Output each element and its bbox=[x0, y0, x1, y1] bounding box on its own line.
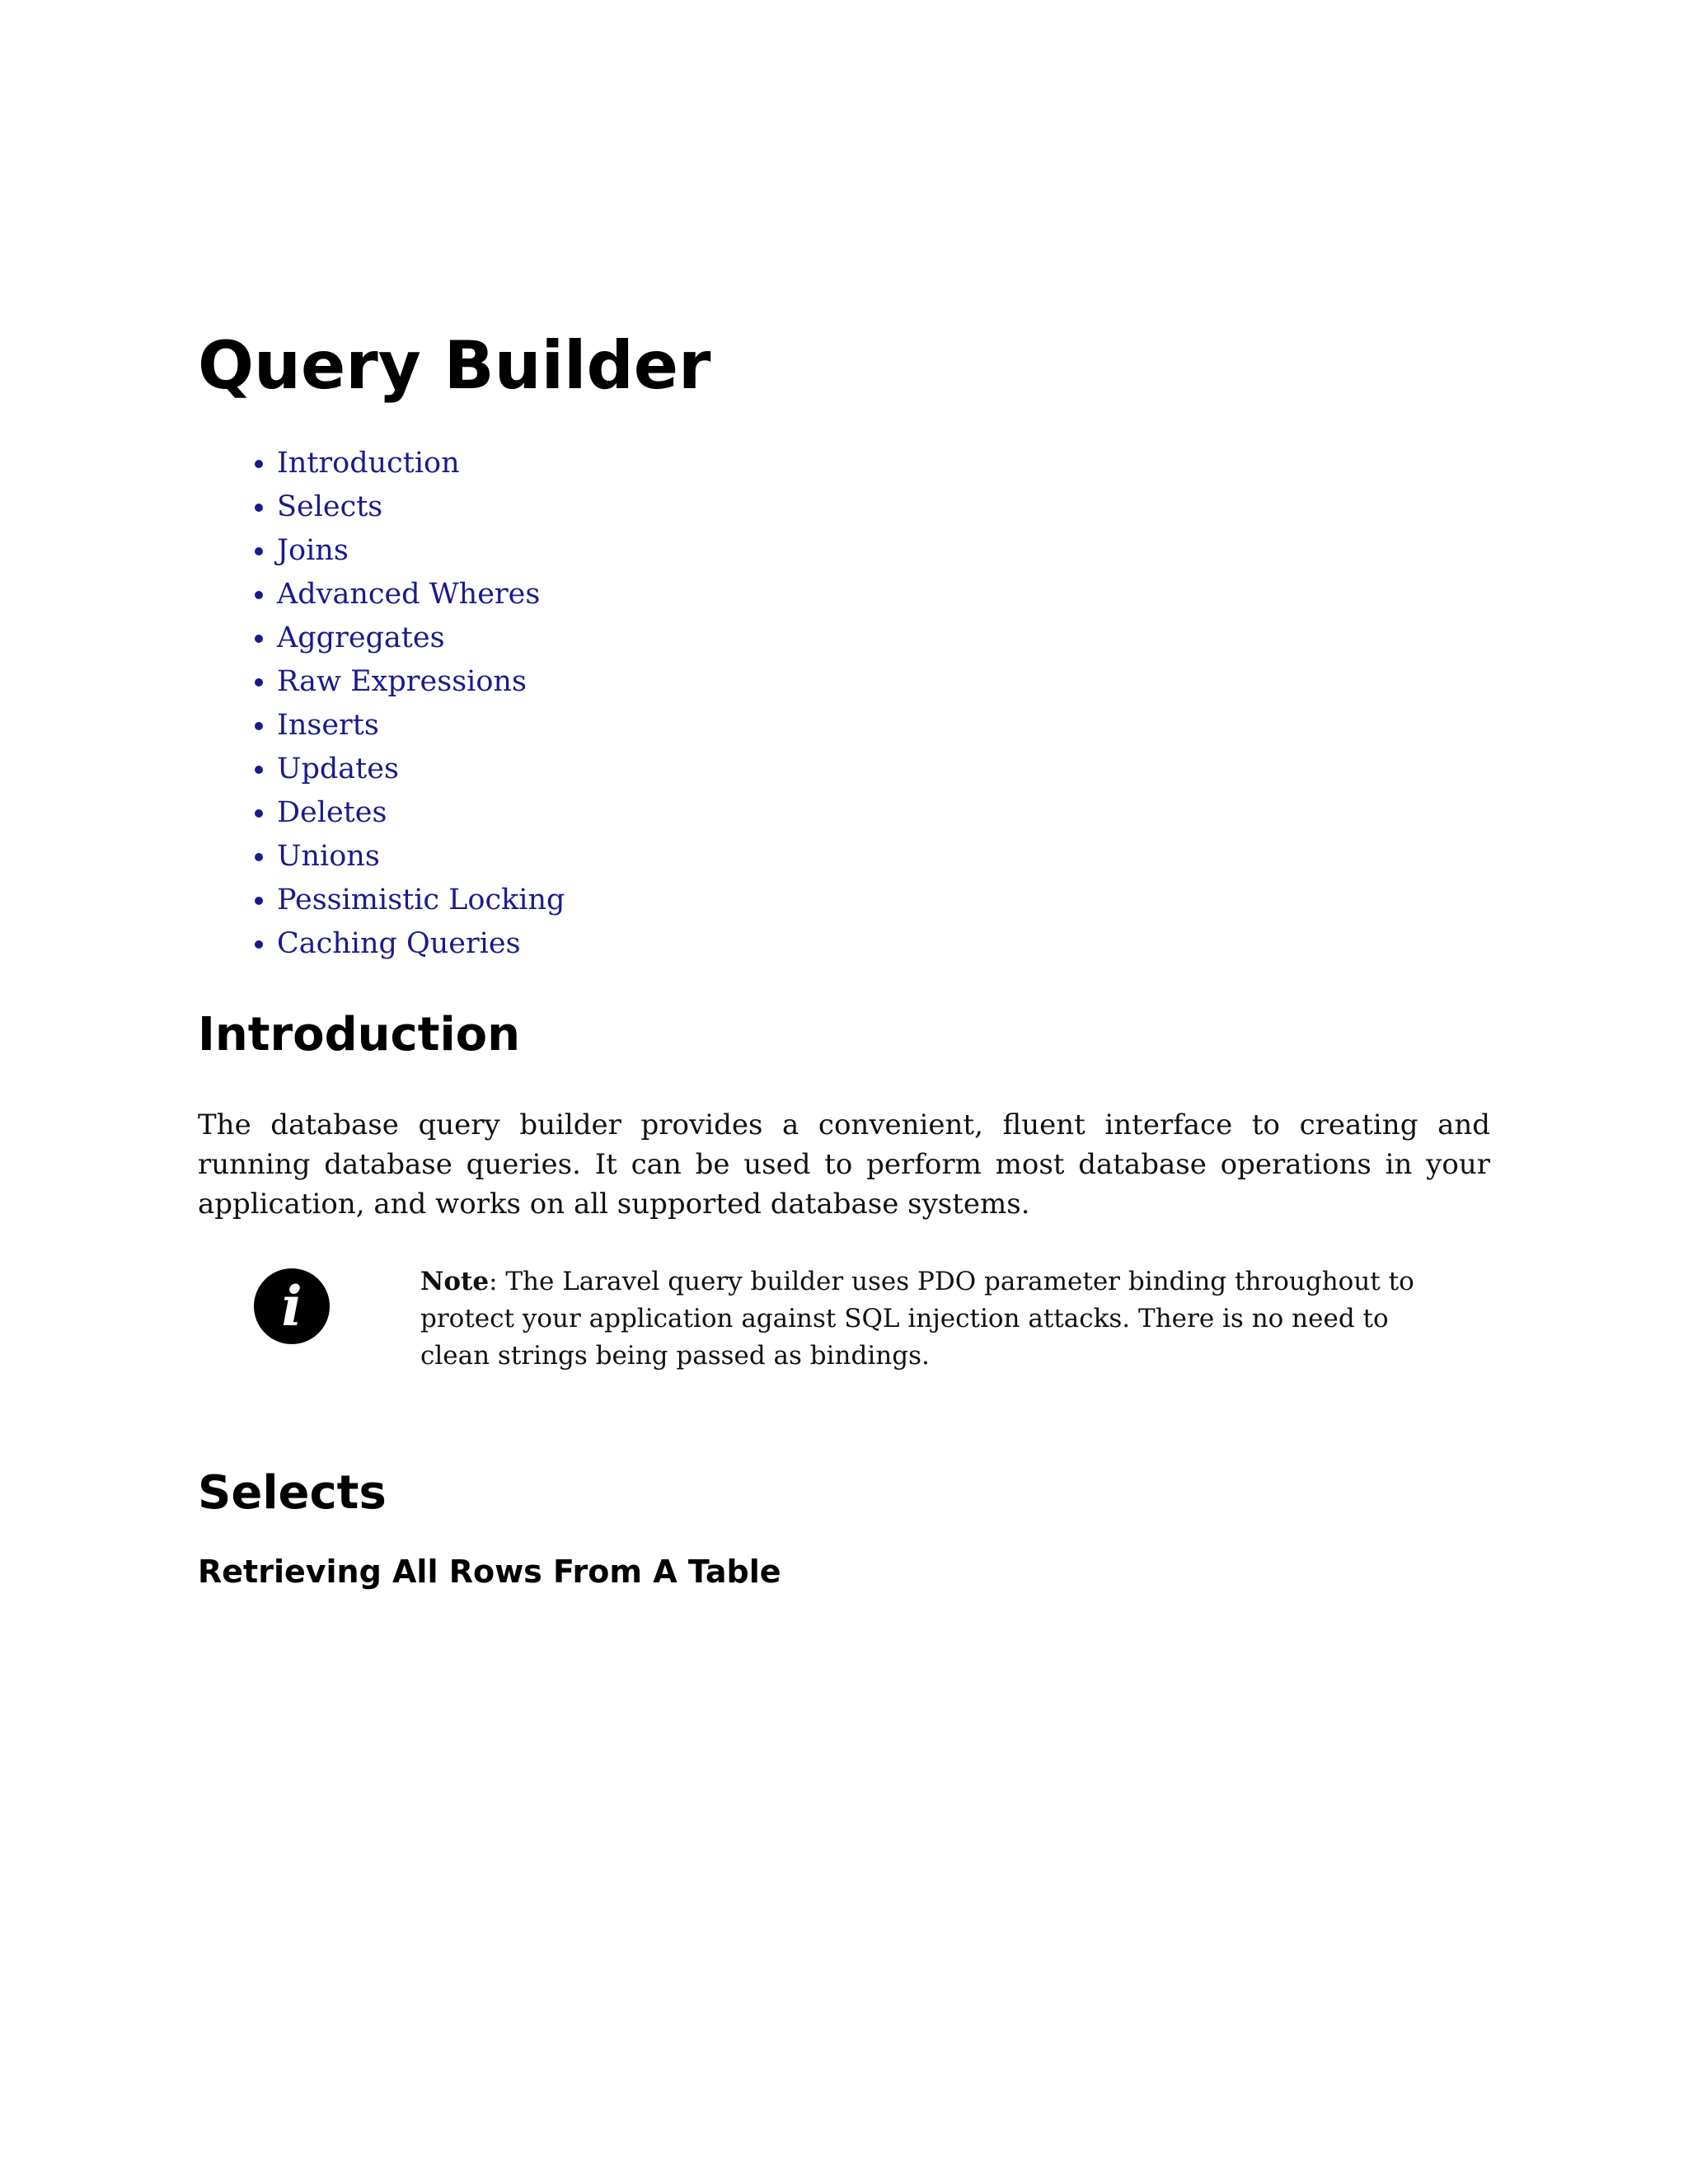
note-label: Note bbox=[420, 1267, 490, 1297]
toc-link-pessimistic-locking[interactable]: Pessimistic Locking bbox=[277, 883, 565, 916]
toc-link-introduction[interactable]: Introduction bbox=[277, 447, 460, 480]
toc-item-advanced-wheres bbox=[277, 573, 1490, 616]
table-of-contents bbox=[198, 442, 1490, 966]
toc-link-deletes[interactable]: Deletes bbox=[277, 796, 387, 829]
toc-link-joins[interactable]: Joins bbox=[277, 534, 349, 567]
document-page bbox=[198, 327, 1490, 1591]
toc-link-updates[interactable]: Updates bbox=[277, 752, 399, 785]
toc-link-advanced-wheres[interactable]: Advanced Wheres bbox=[277, 578, 541, 611]
toc-link-aggregates[interactable]: Aggregates bbox=[277, 621, 445, 654]
info-icon: i bbox=[254, 1268, 330, 1344]
toc-link-selects[interactable]: Selects bbox=[277, 490, 383, 523]
toc-item-deletes bbox=[277, 791, 1490, 835]
toc-link-caching-queries[interactable]: Caching Queries bbox=[277, 927, 521, 960]
introduction-paragraph: The database query builder provides a convenient, fluent interface to creating and running database queries. It can be used to perform most database operations in your application, and works on all supported database systems. bbox=[198, 1108, 1490, 1221]
toc-item-selects bbox=[277, 485, 1490, 529]
toc-item-joins bbox=[277, 529, 1490, 573]
subheading-retrieving-all-rows: Retrieving All Rows From A Table bbox=[198, 1554, 781, 1591]
section-heading-selects: Selects bbox=[198, 1466, 387, 1521]
toc-item-updates bbox=[277, 748, 1490, 791]
toc-item-introduction bbox=[277, 442, 1490, 485]
toc-item-caching-queries bbox=[277, 922, 1490, 966]
toc-item-unions bbox=[277, 835, 1490, 879]
note-text bbox=[420, 1263, 1432, 1375]
note-body: : The Laravel query builder uses PDO parameter binding throughout to protect your application against SQL injection attacks. There is no need to clean strings being passed as bindings. bbox=[420, 1267, 1414, 1371]
toc-link-raw-expressions[interactable]: Raw Expressions bbox=[277, 665, 527, 698]
page-title: Query Builder bbox=[198, 327, 711, 404]
toc-item-inserts bbox=[277, 704, 1490, 748]
section-heading-introduction: Introduction bbox=[198, 1008, 521, 1062]
toc-item-aggregates bbox=[277, 616, 1490, 660]
toc-link-inserts[interactable]: Inserts bbox=[277, 709, 379, 742]
toc-item-raw-expressions bbox=[277, 660, 1490, 704]
note-callout bbox=[254, 1263, 1432, 1375]
toc-link-unions[interactable]: Unions bbox=[277, 840, 380, 873]
toc-item-pessimistic-locking bbox=[277, 879, 1490, 922]
